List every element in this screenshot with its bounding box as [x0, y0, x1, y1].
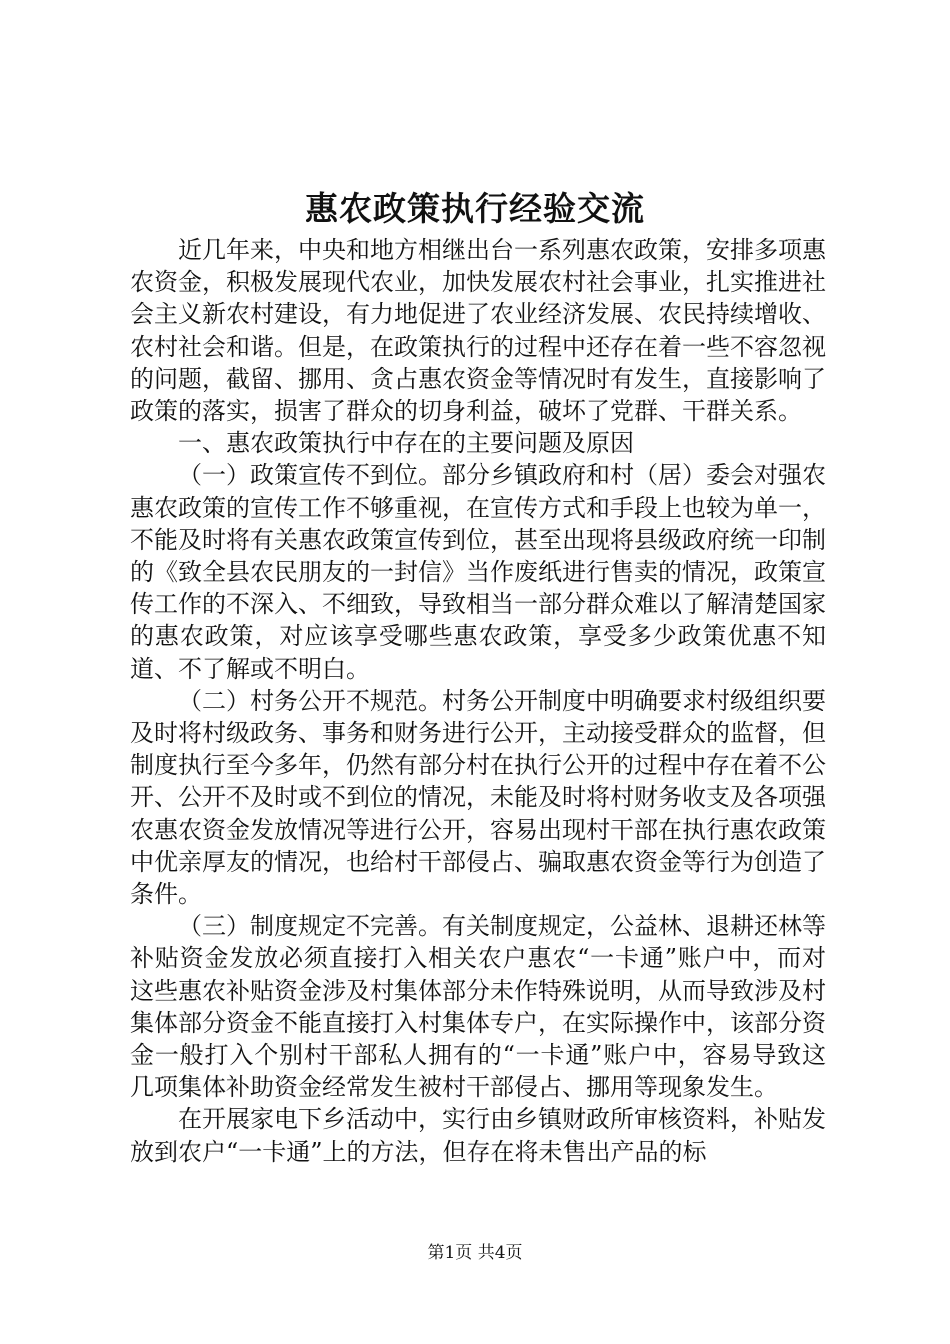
problem-paragraph-1: （一）政策宣传不到位。部分乡镇政府和村（居）委会对强农惠农政策的宣传工作不够重视，在宣传方式和手段上也较为单一，不能及时将有关惠农政策宣传到位，甚至出现将县级政府统一印制的《致全县农民朋友的一封信》当作废纸进行售卖的情况，政策宣传工作的不深入、不细致，导致相当一部分群众难以了解清楚国家的惠农政策，对应该享受哪些惠农政策，享受多少政策优惠不知道、不了解或不明白。 — [130, 461, 826, 683]
problem-paragraph-2: （二）村务公开不规范。村务公开制度中明确要求村级组织要及时将村级政务、事务和财务进行公开，主动接受群众的监督，但制度执行至今多年，仍然有部分村在执行公开的过程中存在着不公开、公开不及时或不到位的情况，未能及时将村财务收支及各项强农惠农资金发放情况等进行公开，容易出现村干部在执行惠农政策中优亲厚友的情况，也给村干部侵占、骗取惠农资金等行为创造了条件。 — [130, 686, 826, 909]
section-heading: 一、惠农政策执行中存在的主要问题及原因 — [178, 429, 634, 458]
problem-paragraph-3: （三）制度规定不完善。有关制度规定，公益林、退耕还林等补贴资金发放必须直接打入相关农户惠农“一卡通”账户中，而对这些惠农补贴资金涉及村集体部分未作特殊说明，从而导致涉及村集体部分资金不能直接打入村集体专户，在实际操作中，该部分资金一般打入个别村干部私人拥有的“一卡通”账户中，容易导致这几项集体补助资金经常发生被村干部侵占、挪用等现象发生。 — [130, 912, 826, 1102]
document-title: 惠农政策执行经验交流 — [305, 189, 645, 228]
continuation-paragraph: 在开展家电下乡活动中，实行由乡镇财政所审核资料，补贴发放到农户“一卡通”上的方法，但存在将未售出产品的标 — [130, 1105, 826, 1166]
intro-paragraph: 近几年来，中央和地方相继出台一系列惠农政策，安排多项惠农资金，积极发展现代农业，加快发展农村社会事业，扎实推进社会主义新农村建设，有力地促进了农业经济发展、农民持续增收、农村社会和谐。但是，在政策执行的过程中还存在着一些不容忽视的问题，截留、挪用、贪占惠农资金等情况时有发生，直接影响了政策的落实，损害了群众的切身利益，破坏了党群、干群关系。 — [130, 236, 826, 426]
document-body — [130, 234, 826, 1168]
page-number-footer: 第1页 共4页 — [427, 1243, 523, 1263]
